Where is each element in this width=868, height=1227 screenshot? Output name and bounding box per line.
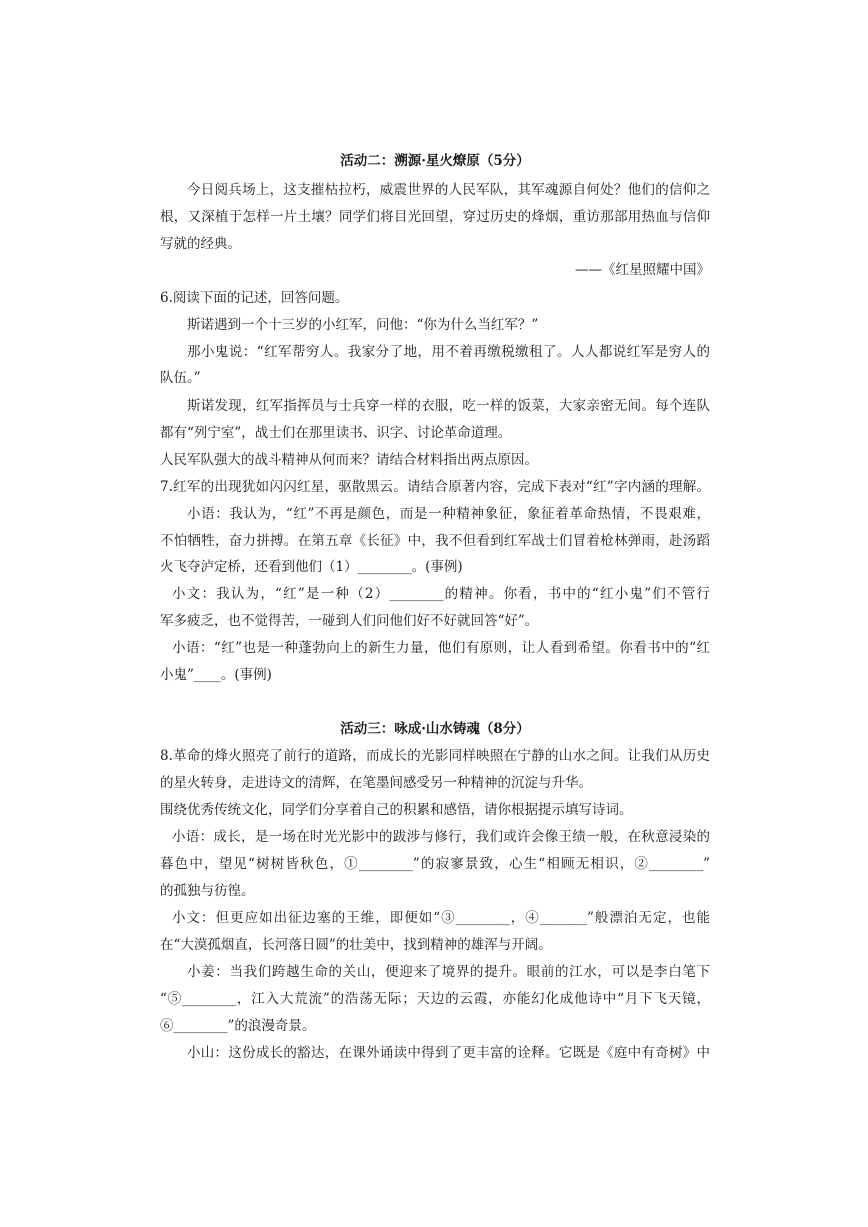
q7-text-line: 小鬼”____。(事例) [160,667,272,683]
q8-text-line: 的星火转身，走进诗文的清辉，在笔墨间感受另一种精神的沉淀与升华。 [160,775,592,791]
q8-text-line: 的孤独与彷徨。 [160,883,255,899]
q7-title: 7.红军的出现犹如闪闪红星，驱散黑云。请结合原著内容，完成下表对“红”字内涵的理解。 [160,479,710,495]
q7-text-line: 小语：我认为，“红”不再是颜色，而是一种精神象征，象征着革命热情，不畏艰难， [187,506,710,522]
source-citation: ——《红星照耀中国》 [575,262,710,278]
q6-text-line: 都有“列宁室”，战士们在那里读书、识字、讨论革命道理。 [160,425,512,441]
q8-text-line: 小山：这份成长的豁达，在课外诵读中得到了更丰富的诠释。它既是《庭中有奇树》中 [187,1045,710,1061]
q6-title: 6.阅读下面的记述，回答问题。 [160,290,349,306]
q6-text-line: 那小鬼说：“红军帮穷人。我家分了地，用不着再缴税缴租了。人人都说红军是穷人的 [187,344,710,360]
q8-text-line: 围绕优秀传统文化，同学们分享着自己的积累和感悟，请你根据提示填写诗词。 [160,802,633,818]
q6-text-line: 队伍。” [160,370,201,386]
activity3-heading: 活动三：咏成·山水铸魂（8分） [340,721,530,737]
intro-line: 写就的经典。 [160,236,241,252]
q8-text-line: 暮色中，望见“树树皆秋色，①________”的寂寥景致，心生“相顾无相识，②________” [160,856,710,872]
q8-text-line: 小语：成长，是一场在时光光影中的跋涉与修行，我们或许会像王绩一般，在秋意浸染的 [172,829,710,845]
q8-text-line: “⑤________，江入大荒流”的浩荡无际；天边的云霞，亦能幻化成他诗中“月下飞天镜， [160,991,710,1007]
intro-line: 根，又深植于怎样一片土壤？同学们将目光回望，穿过历史的烽烟，重访那部用热血与信仰 [160,209,710,225]
q7-text-line: 军多疲乏，也不觉得苦，一碰到人们问他们好不好就回答“好”。 [160,613,539,629]
activity2-heading: 活动二：溯源·星火燎原（5分） [340,153,530,169]
q7-text-line: 小语：“红”也是一种蓬勃向上的新生力量，他们有原则，让人看到希望。你看书中的“红 [172,640,710,656]
intro-line: 今日阅兵场上，这支摧枯拉朽，威震世界的人民军队，其军魂源自何处？他们的信仰之 [187,182,710,198]
q8-text-line: 小姜：当我们跨越生命的关山，便迎来了境界的提升。眼前的江水，可以是李白笔下 [187,964,710,980]
q8-text-line: ⑥________”的浪漫奇景。 [160,1018,316,1034]
q6-text-line: 斯诺遇到一个十三岁的小红军，问他：“你为什么当红军？” [187,317,539,333]
q6-question: 人民军队强大的战斗精神从何而来？请结合材料指出两点原因。 [160,452,538,468]
q7-text-line: 小文：我认为，“红”是一种（2）________的精神。你看，书中的“红小鬼”们不管行 [172,586,710,602]
q8-text-line: 8.革命的烽火照亮了前行的道路，而成长的光影同样映照在宁静的山水之间。让我们从历史 [160,748,710,764]
q8-text-line: 小文：但更应如出征边塞的王维，即便如“③________，④_______”般漂泊无定，也能 [172,910,710,926]
q7-text-line: 火飞夺泸定桥，还看到他们（1）________。(事例) [160,559,463,575]
q7-text-line: 不怕牺牲，奋力拼搏。在第五章《长征》中，我不但看到红军战士们冒着枪林弹雨，赴汤蹈 [160,533,710,549]
q8-text-line: 在“大漠孤烟直，长河落日圆”的壮美中，找到精神的雄浑与开阔。 [160,937,552,953]
q6-text-line: 斯诺发现，红军指挥员与士兵穿一样的衣服，吃一样的饭菜，大家亲密无间。每个连队 [187,398,710,414]
